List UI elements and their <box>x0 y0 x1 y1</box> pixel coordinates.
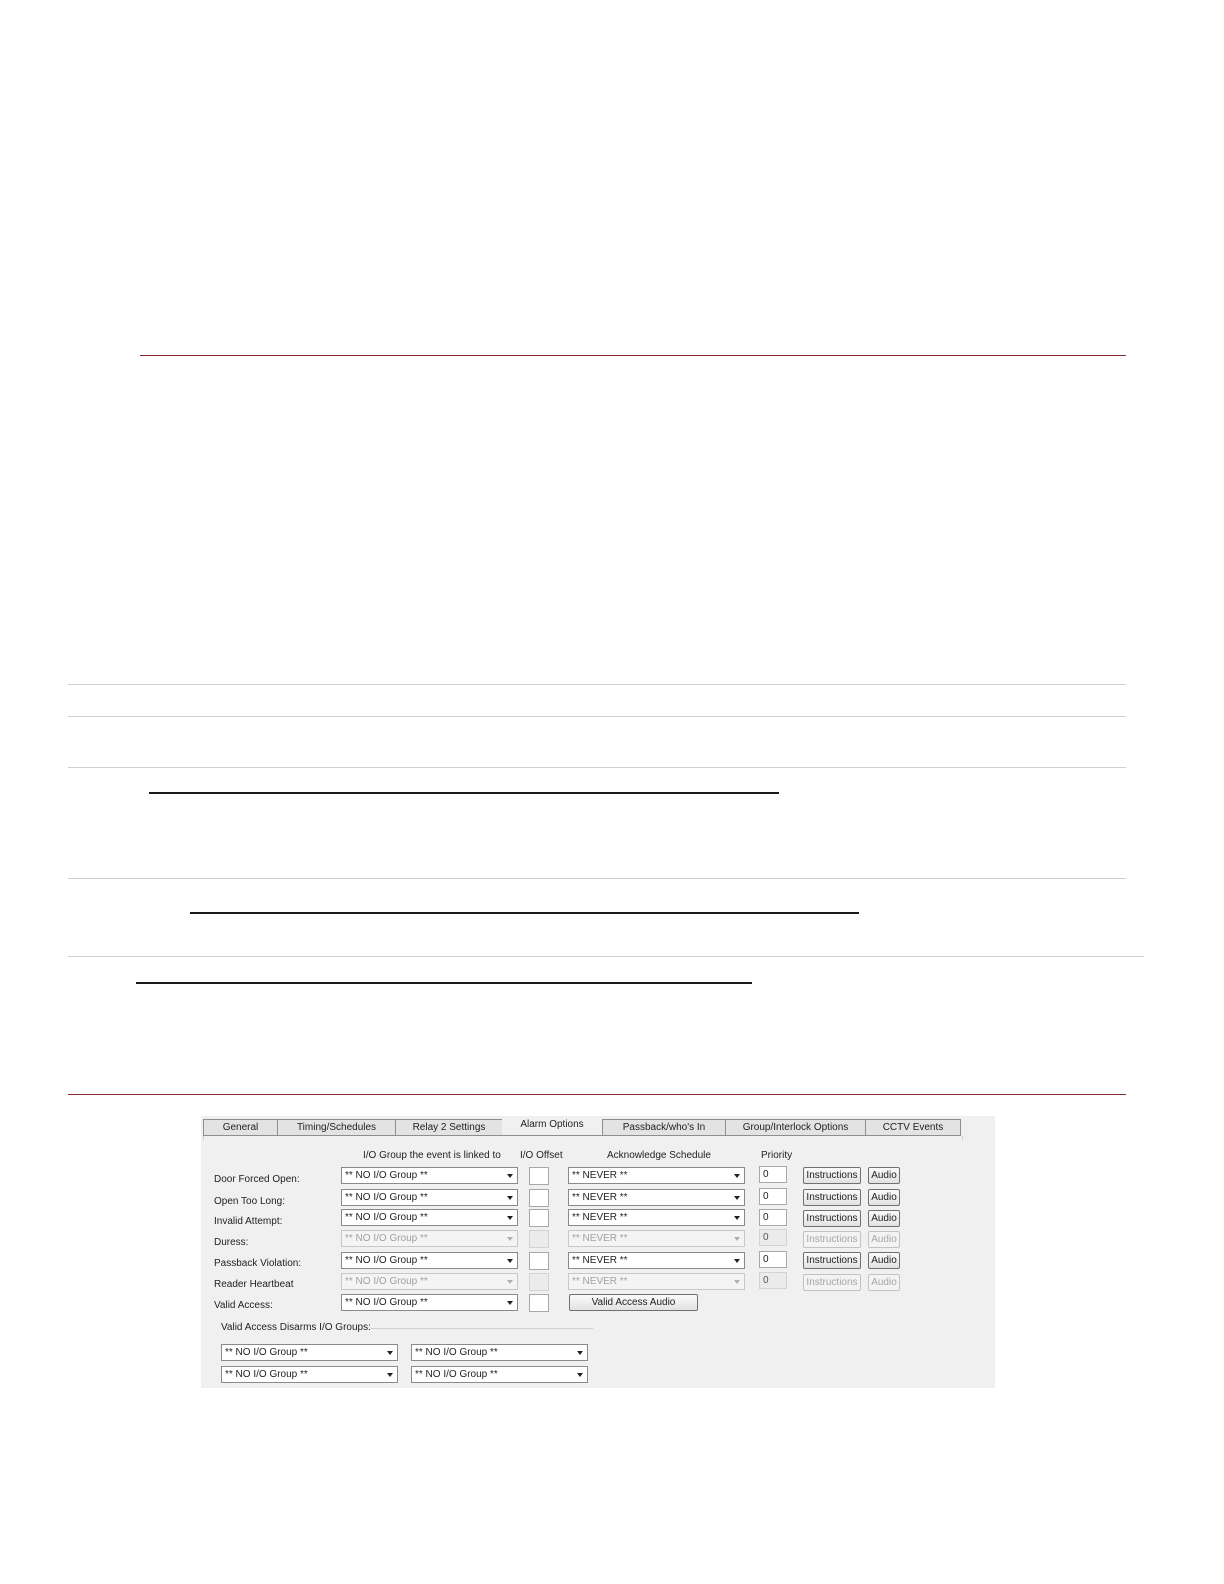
dropdown-arrow-icon <box>507 1196 513 1200</box>
valid-access-audio-button[interactable]: Valid Access Audio <box>569 1294 698 1311</box>
priority-input-invalid-attempt[interactable]: 0 <box>759 1209 787 1226</box>
underline-rule <box>149 792 779 794</box>
selected-value: ** NEVER ** <box>572 1212 628 1223</box>
selected-value: ** NO I/O Group ** <box>415 1369 498 1380</box>
dropdown-arrow-icon <box>734 1237 740 1241</box>
disarm-io-group-select-3[interactable] <box>221 1366 398 1383</box>
label-duress: Duress: <box>214 1237 249 1248</box>
dropdown-arrow-icon <box>734 1259 740 1263</box>
audio-button-passback-violation[interactable]: Audio <box>868 1252 900 1269</box>
section-divider-red <box>68 1094 1126 1095</box>
label-passback-violation: Passback Violation: <box>214 1258 302 1269</box>
header-ack-schedule: Acknowledge Schedule <box>607 1150 711 1161</box>
io-offset-input-open-too-long[interactable] <box>529 1189 549 1207</box>
instructions-button-reader-heartbeat[interactable]: Instructions <box>803 1274 861 1291</box>
io-offset-input-door-forced-open[interactable] <box>529 1167 549 1185</box>
io-offset-input-duress[interactable] <box>529 1230 549 1248</box>
selected-value: ** NEVER ** <box>572 1170 628 1181</box>
label-valid-access: Valid Access: <box>214 1300 273 1311</box>
selected-value: ** NO I/O Group ** <box>345 1233 428 1244</box>
tab-passback-whos-in[interactable]: Passback/who's In <box>602 1119 726 1135</box>
io-offset-input-reader-heartbeat[interactable] <box>529 1273 549 1291</box>
underline-rule <box>190 912 859 914</box>
table-rule <box>68 956 1144 957</box>
section-divider-red <box>140 355 1126 356</box>
ack-schedule-select-open-too-long[interactable] <box>568 1189 745 1206</box>
audio-button-open-too-long[interactable]: Audio <box>868 1189 900 1206</box>
underline-rule <box>136 982 752 984</box>
instructions-button-invalid-attempt[interactable]: Instructions <box>803 1210 861 1227</box>
priority-input-passback-violation[interactable]: 0 <box>759 1251 787 1268</box>
dropdown-arrow-icon <box>577 1373 583 1377</box>
audio-button-reader-heartbeat[interactable]: Audio <box>868 1274 900 1291</box>
dropdown-arrow-icon <box>507 1216 513 1220</box>
selected-value: ** NO I/O Group ** <box>225 1347 308 1358</box>
header-io-offset: I/O Offset <box>520 1150 563 1161</box>
audio-button-duress[interactable]: Audio <box>868 1231 900 1248</box>
dropdown-arrow-icon <box>734 1196 740 1200</box>
tab-cctv-events[interactable]: CCTV Events <box>865 1119 961 1135</box>
ack-schedule-select-passback-violation[interactable] <box>568 1252 745 1269</box>
dropdown-arrow-icon <box>507 1301 513 1305</box>
tab-bar <box>201 1116 995 1140</box>
selected-value: ** NO I/O Group ** <box>345 1212 428 1223</box>
tab-timing-schedules[interactable]: Timing/Schedules <box>277 1119 396 1135</box>
label-reader-heartbeat: Reader Heartbeat <box>214 1279 294 1290</box>
selected-value: ** NEVER ** <box>572 1192 628 1203</box>
audio-button-door-forced-open[interactable]: Audio <box>868 1167 900 1184</box>
priority-input-reader-heartbeat[interactable]: 0 <box>759 1272 787 1289</box>
ack-schedule-select-door-forced-open[interactable] <box>568 1167 745 1184</box>
selected-value: ** NEVER ** <box>572 1233 628 1244</box>
selected-value: ** NEVER ** <box>572 1255 628 1266</box>
table-rule <box>68 767 1126 768</box>
instructions-button-open-too-long[interactable]: Instructions <box>803 1189 861 1206</box>
io-offset-input-valid-access[interactable] <box>529 1294 549 1312</box>
disarm-io-group-select-2[interactable] <box>411 1344 588 1361</box>
dropdown-arrow-icon <box>507 1174 513 1178</box>
tab-relay-2-settings[interactable]: Relay 2 Settings <box>395 1119 503 1135</box>
io-offset-input-invalid-attempt[interactable] <box>529 1209 549 1227</box>
table-rule <box>68 878 1126 879</box>
label-invalid-attempt: Invalid Attempt: <box>214 1216 283 1227</box>
io-group-select-duress[interactable] <box>341 1230 518 1247</box>
instructions-button-passback-violation[interactable]: Instructions <box>803 1252 861 1269</box>
header-io-group: I/O Group the event is linked to <box>363 1150 501 1161</box>
io-group-select-passback-violation[interactable] <box>341 1252 518 1269</box>
priority-input-duress[interactable]: 0 <box>759 1229 787 1246</box>
io-group-select-valid-access[interactable] <box>341 1294 518 1311</box>
dropdown-arrow-icon <box>734 1280 740 1284</box>
selected-value: ** NO I/O Group ** <box>345 1255 428 1266</box>
alarm-options-panel <box>201 1116 995 1388</box>
header-priority: Priority <box>761 1150 793 1161</box>
dropdown-arrow-icon <box>734 1216 740 1220</box>
dropdown-arrow-icon <box>387 1373 393 1377</box>
dropdown-arrow-icon <box>734 1174 740 1178</box>
selected-value: ** NO I/O Group ** <box>345 1297 428 1308</box>
io-group-select-reader-heartbeat[interactable] <box>341 1273 518 1290</box>
selected-value: ** NO I/O Group ** <box>225 1369 308 1380</box>
tab-alarm-options[interactable]: Alarm Options <box>502 1116 602 1136</box>
dropdown-arrow-icon <box>387 1351 393 1355</box>
tab-general[interactable]: General <box>203 1119 278 1135</box>
priority-input-door-forced-open[interactable]: 0 <box>759 1166 787 1183</box>
dropdown-arrow-icon <box>507 1280 513 1284</box>
content-frame <box>203 1136 963 1140</box>
selected-value: ** NO I/O Group ** <box>345 1276 428 1287</box>
io-group-select-open-too-long[interactable] <box>341 1189 518 1206</box>
ack-schedule-select-reader-heartbeat[interactable] <box>568 1273 745 1290</box>
disarm-io-group-select-1[interactable] <box>221 1344 398 1361</box>
priority-input-open-too-long[interactable]: 0 <box>759 1188 787 1205</box>
instructions-button-door-forced-open[interactable]: Instructions <box>803 1167 861 1184</box>
io-group-select-invalid-attempt[interactable] <box>341 1209 518 1226</box>
label-open-too-long: Open Too Long: <box>214 1196 285 1207</box>
group-box-line <box>371 1328 593 1329</box>
io-group-select-door-forced-open[interactable] <box>341 1167 518 1184</box>
selected-value: ** NO I/O Group ** <box>345 1170 428 1181</box>
selected-value: ** NEVER ** <box>572 1276 628 1287</box>
io-offset-input-passback-violation[interactable] <box>529 1252 549 1270</box>
table-rule <box>68 684 1126 685</box>
dropdown-arrow-icon <box>577 1351 583 1355</box>
ack-schedule-select-duress[interactable] <box>568 1230 745 1247</box>
table-rule <box>68 716 1126 717</box>
selected-value: ** NO I/O Group ** <box>415 1347 498 1358</box>
label-door-forced-open: Door Forced Open: <box>214 1174 300 1185</box>
instructions-button-duress[interactable]: Instructions <box>803 1231 861 1248</box>
audio-button-invalid-attempt[interactable]: Audio <box>868 1210 900 1227</box>
ack-schedule-select-invalid-attempt[interactable] <box>568 1209 745 1226</box>
selected-value: ** NO I/O Group ** <box>345 1192 428 1203</box>
dropdown-arrow-icon <box>507 1237 513 1241</box>
dropdown-arrow-icon <box>507 1259 513 1263</box>
disarm-io-group-select-4[interactable] <box>411 1366 588 1383</box>
valid-access-disarms-label: Valid Access Disarms I/O Groups: <box>221 1322 371 1333</box>
tab-group-interlock-options[interactable]: Group/Interlock Options <box>725 1119 866 1135</box>
